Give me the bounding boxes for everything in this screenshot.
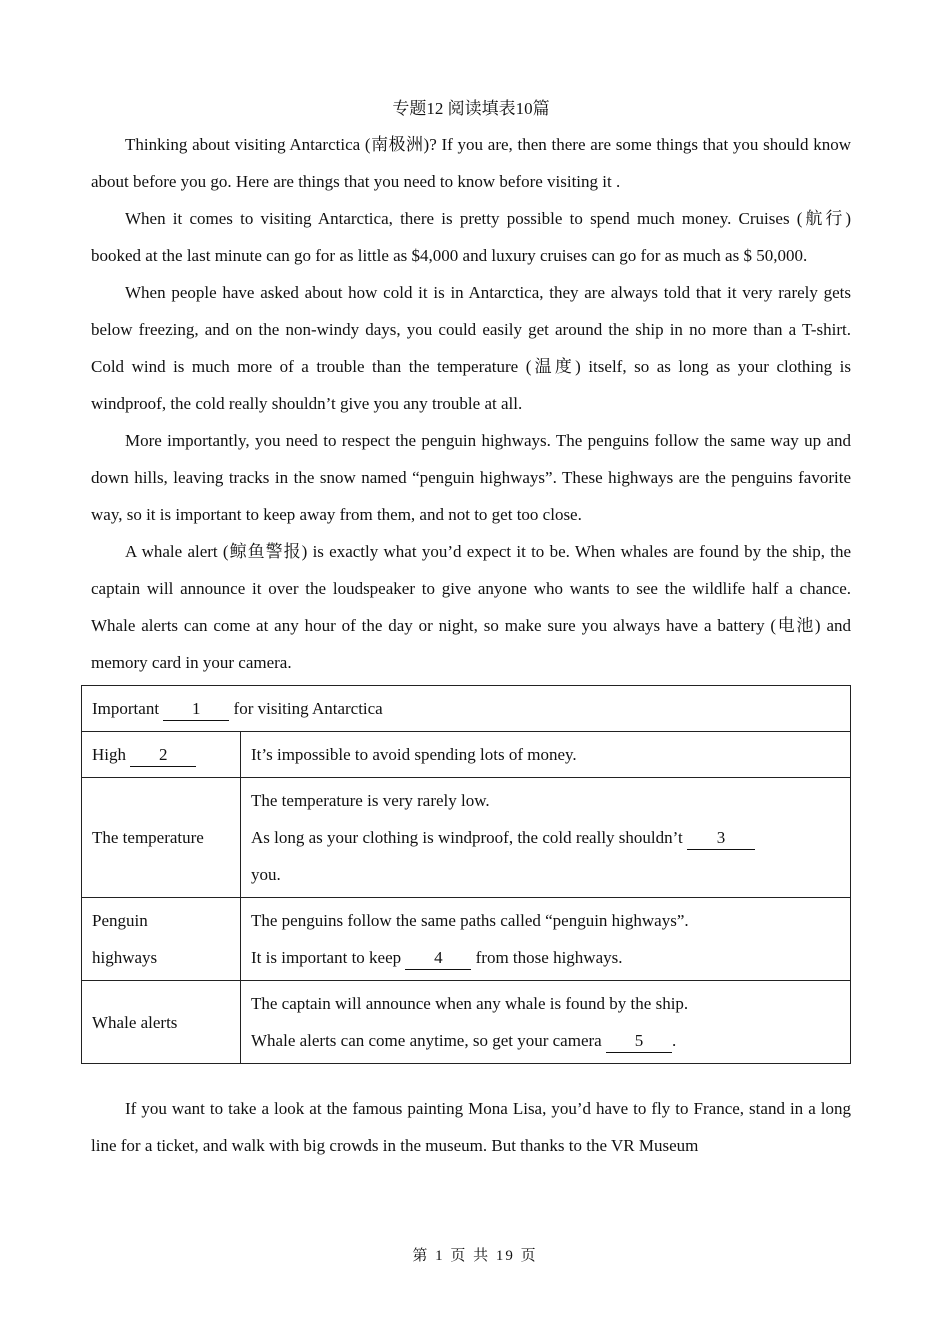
answer-blank-1[interactable]: 1 [163, 698, 229, 721]
row-content-temperature: The temperature is very rarely low. As long as your clothing is windproof, the cold really shouldn’t 3 you. [241, 778, 851, 898]
row-label-penguin: Penguin highways [82, 898, 241, 981]
row-label-whale: Whale alerts [82, 981, 241, 1064]
page-footer: 第 1 页 共 19 页 [412, 1248, 538, 1264]
answer-blank-3[interactable]: 3 [687, 827, 755, 850]
answer-blank-2[interactable]: 2 [130, 744, 196, 767]
paragraph-2: When it comes to visiting Antarctica, there is pretty possible to spend much money. Cruises (航行) booked at the last minute can go for as little as $4,000 and luxury cruises can go for as much as $ 50,000. [91, 209, 851, 265]
document-page [91, 92, 851, 1164]
paragraph-4: More importantly, you need to respect the penguin highways. The penguins follow the same way up and down hills, leaving tracks in the snow named “penguin highways”. These highways are the penguins favorite way, so it is important to keep away from them, and not to get too close. [91, 431, 851, 524]
paragraph-3: When people have asked about how cold it is in Antarctica, they are always told that it very rarely gets below freezing, and on the non-windy days, you could easily get around the ship in no more than a T-shirt. Cold wind is much more of a trouble than the temperature (温度) itself, so as long as your clothing is windproof, the cold really shouldn’t give you any trouble at all. [91, 283, 851, 413]
fill-in-table [81, 685, 851, 1064]
table-row [82, 898, 851, 981]
table-row [82, 732, 851, 778]
page-title: 专题12 阅读填表10篇 [392, 99, 550, 118]
answer-blank-4[interactable]: 4 [405, 947, 471, 970]
table-header-row [82, 686, 851, 732]
row-content-whale: The captain will announce when any whale is found by the ship. Whale alerts can come anytime, so get your camera 5 . [241, 981, 851, 1064]
row-label-cost: High 2 [82, 732, 241, 778]
table-row [82, 778, 851, 898]
table-row [82, 981, 851, 1064]
paragraph-next-passage: If you want to take a look at the famous painting Mona Lisa, you’d have to fly to France, stand in a long line for a ticket, and walk with big crowds in the museum. But thanks to the VR Museum [91, 1099, 851, 1155]
paragraph-1: Thinking about visiting Antarctica (南极洲)? If you are, then there are some things that you should know about before you go. Here are things that you need to know before visiting it . [91, 135, 851, 191]
answer-blank-5[interactable]: 5 [606, 1030, 672, 1053]
row-content-cost: It’s impossible to avoid spending lots of money. [241, 732, 851, 778]
row-label-temperature: The temperature [82, 778, 241, 898]
paragraph-5: A whale alert (鲸鱼警报) is exactly what you’d expect it to be. When whales are found by the ship, the captain will announce it over the loudspeaker to give anyone who wants to see the wildlife half a chance. Whale alerts can come at any hour of the day or night, so make sure you always have a battery (电池) and memory card in your camera. [91, 542, 851, 672]
row-content-penguin: The penguins follow the same paths called “penguin highways”. It is important to keep 4 from those highways. [241, 898, 851, 981]
table-header-cell: Important 1 for visiting Antarctica [82, 686, 851, 732]
